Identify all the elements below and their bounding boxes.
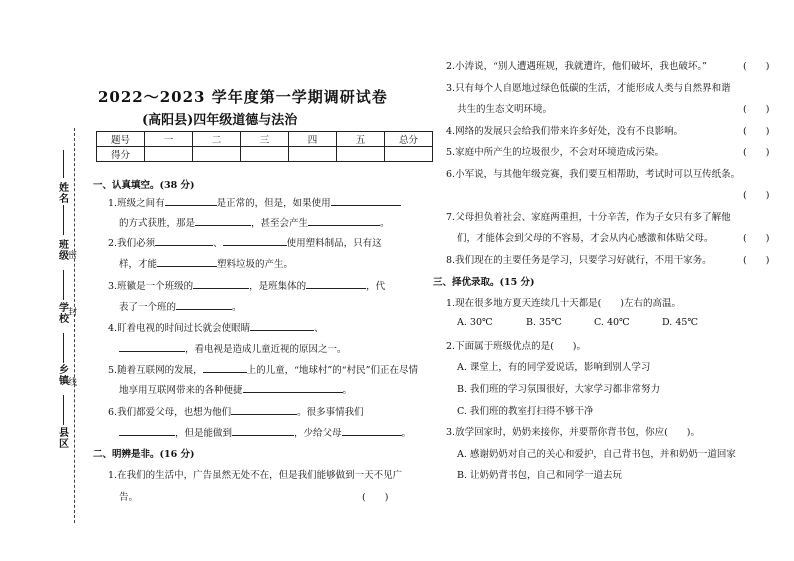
cut-mark-feng: 封: [68, 308, 78, 318]
exam-title: 2022～2023 学年度第一学期调研试卷: [98, 88, 388, 106]
choice-2-option-c[interactable]: C. 我们班的教室打扫得不够干净: [457, 406, 594, 417]
score-input-cell[interactable]: [289, 147, 337, 162]
blank[interactable]: [195, 215, 251, 226]
school-field-line[interactable]: [63, 270, 64, 300]
blank[interactable]: [119, 425, 175, 436]
judge-7-line-2: 们，才能体会到父母的不容易，才会从内心感激和体贴父母。: [457, 233, 714, 244]
q6-text-e: 。: [401, 428, 412, 439]
name-field-line[interactable]: [63, 150, 64, 178]
q6-text-a: 6.我们都爱父母，也想为他们: [108, 407, 232, 418]
judge-1-line-2: 告。: [119, 492, 139, 503]
q6-text-d: ，少给父母: [294, 428, 342, 439]
score-cell: 五: [337, 132, 385, 147]
judge-7-line-1: 7.父母担负着社会、家庭两重担，十分辛苦，作为子女只有多了解他: [446, 212, 731, 223]
q3-text-e: 。: [232, 302, 242, 313]
question-2-line-1: [108, 235, 382, 249]
score-cell: 二: [193, 132, 241, 147]
score-cell: 一: [145, 132, 193, 147]
choice-1-option-a[interactable]: A. 30℃: [457, 317, 493, 328]
judge-3-line-2: 共生的生态文明环境。: [457, 104, 553, 115]
choice-3-option-b[interactable]: B. 让奶奶背书包，自己和同学一道去玩: [457, 470, 623, 481]
judge-6: 6.小军说，与其他年级竞赛，我们要互相帮助，考试时可以互传纸条。: [446, 169, 741, 180]
blank[interactable]: [250, 320, 314, 331]
q2-text-c: 使用塑料制品，只有这: [286, 238, 382, 249]
answer-paren[interactable]: ( ): [743, 147, 770, 158]
question-5-line-1: [108, 362, 418, 376]
blank[interactable]: [342, 425, 402, 436]
choice-2-option-b[interactable]: B. 我们班的学习氛围很好，大家学习都非常努力: [457, 384, 661, 395]
q2-text-a: 2.我们必须: [108, 238, 156, 249]
q4-text-a: 4.盯着电视的时间过长就会使眼睛: [108, 323, 251, 334]
question-2-line-2: [119, 256, 293, 270]
question-1-line-2: [119, 215, 390, 229]
section-true-false: 二、明辨是非。(16 分): [93, 449, 195, 460]
blank[interactable]: [193, 278, 249, 289]
score-input-cell[interactable]: [145, 147, 193, 162]
cut-mark-mi: 密: [68, 251, 78, 261]
score-input-cell[interactable]: [193, 147, 241, 162]
blank[interactable]: [155, 235, 213, 246]
choice-3-option-a[interactable]: A. 感谢奶奶对自己的关心和爱护，自己背书包，并和奶奶一道回家: [457, 449, 736, 460]
choice-3: 3.放学回家时，奶奶来接你，并要帮你背书包，你应( )。: [446, 427, 700, 438]
q1-text-a: 1.班级之间有: [108, 198, 165, 209]
blank[interactable]: [243, 382, 343, 393]
blank[interactable]: [176, 299, 232, 310]
question-1-line-1: [108, 195, 401, 209]
answer-paren[interactable]: ( ): [743, 190, 770, 201]
district-field-line[interactable]: [63, 395, 64, 425]
q3-text-a: 3.班徽是一个班级的: [108, 281, 194, 292]
score-cell: 题号: [97, 132, 145, 147]
judge-1-line-1: 1.在我们的生活中，广告虽然无处不在，但是我们能够做到一天不见广: [108, 470, 403, 481]
blank[interactable]: [223, 235, 287, 246]
q3-text-b: ，是班集体的: [249, 281, 307, 292]
blank[interactable]: [157, 256, 217, 267]
question-5-line-2: [119, 382, 352, 396]
score-input-cell[interactable]: [337, 147, 385, 162]
q5-text-c: 地享用互联网带来的各种便捷: [119, 385, 243, 396]
section-fill-blanks: 一、认真填空。(38 分): [93, 180, 195, 191]
blank[interactable]: [306, 278, 366, 289]
answer-paren[interactable]: ( ): [743, 61, 770, 72]
answer-paren[interactable]: ( ): [743, 255, 770, 266]
q1-text-c: 的方式获胜，那是: [119, 218, 196, 229]
blank[interactable]: [231, 404, 297, 415]
judge-8: 8.我们现在的主要任务是学习，只要学习好就行，不用干家务。: [446, 255, 712, 266]
sidebar-school-label: 学校: [59, 303, 69, 325]
judge-5: 5.家庭中所产生的垃圾很少，不会对环境造成污染。: [446, 147, 665, 158]
question-6-line-2: [119, 425, 411, 439]
choice-1-option-b[interactable]: B. 35℃: [526, 317, 562, 328]
section-multiple-choice: 三、择优录取。(15 分): [433, 277, 535, 288]
q1-text-e: 。: [380, 218, 390, 229]
score-cell: 三: [241, 132, 289, 147]
q2-text-b: 、: [213, 238, 223, 249]
choice-2: 2.下面属于班级优点的是( )。: [446, 341, 586, 352]
question-3-line-2: [119, 299, 242, 313]
score-cell: 总分: [385, 132, 433, 147]
q1-text-d: ，甚至会产生: [251, 218, 309, 229]
q5-text-d: 。: [342, 385, 353, 396]
score-row-label: 得分: [97, 147, 145, 162]
q1-text-b: 是正常的，但是，如果使用: [216, 198, 331, 209]
score-table-header-row: [97, 132, 433, 147]
q4-text-c: ，看电视是造成儿童近视的原因之一。: [185, 344, 347, 355]
q2-text-d: 样，才能: [119, 259, 158, 270]
choice-2-option-a[interactable]: A. 课堂上，有的同学爱说话，影响到别人学习: [457, 362, 651, 373]
answer-paren[interactable]: ( ): [362, 492, 389, 503]
q2-text-e: 塑料垃圾的产生。: [217, 259, 294, 270]
exam-subtitle: (高阳县)四年级道德与法治: [142, 113, 298, 128]
score-table: [96, 131, 433, 162]
answer-paren[interactable]: ( ): [743, 104, 770, 115]
question-3-line-1: [108, 278, 385, 292]
judge-2: 2.小涛说，“别人遭遇班规，我就遭许，他们破坏，我也破坏。”: [446, 61, 708, 72]
cut-mark-xian: 线: [68, 378, 78, 388]
q5-text-a: 5.随着互联网的发展，: [108, 365, 203, 376]
sidebar-town-label: 乡镇: [59, 365, 69, 387]
question-4-line-1: [108, 320, 324, 334]
blank[interactable]: [308, 215, 380, 226]
choice-1: 1.现在很多地方夏天连续几十天都是( )左右的高温。: [446, 298, 681, 309]
question-6-line-1: [108, 404, 364, 418]
choice-1-option-c[interactable]: C. 40℃: [594, 317, 630, 328]
q3-text-d: 表了一个班的: [119, 302, 177, 313]
score-table-score-row: [97, 147, 433, 162]
question-4-line-2: [119, 341, 347, 355]
sidebar-name-label: 姓名: [59, 183, 69, 205]
sidebar-class-label: 班级: [59, 240, 69, 262]
q4-text-b: 、: [314, 323, 324, 334]
class-field-line[interactable]: [63, 205, 64, 235]
q6-text-b: 。很多事情我们: [297, 407, 364, 418]
blank[interactable]: [165, 195, 217, 206]
judge-3-line-1: 3.只有每个人自愿地过绿色低碳的生活，才能形成人类与自然界和谐: [446, 83, 731, 94]
town-field-line[interactable]: [63, 333, 64, 363]
q3-text-c: ，代: [366, 281, 386, 292]
blank[interactable]: [232, 425, 294, 436]
sidebar-district-label: 县区: [59, 428, 69, 450]
blank[interactable]: [331, 195, 401, 206]
binding-dashed-line: [74, 128, 75, 523]
q6-text-c: ，但是能做到: [175, 428, 233, 439]
q5-text-b: 上的儿童，“地球村”的“村民”们正在尽情: [246, 365, 419, 376]
answer-paren[interactable]: ( ): [743, 126, 770, 137]
judge-4: 4.网络的发展只会给我们带来许多好处，没有不良影响。: [446, 126, 684, 137]
score-cell: 四: [289, 132, 337, 147]
score-input-cell[interactable]: [385, 147, 433, 162]
answer-paren[interactable]: ( ): [743, 233, 770, 244]
blank[interactable]: [119, 341, 185, 352]
choice-1-option-d[interactable]: D. 45℃: [662, 317, 699, 328]
score-input-cell[interactable]: [241, 147, 289, 162]
blank[interactable]: [203, 362, 247, 373]
